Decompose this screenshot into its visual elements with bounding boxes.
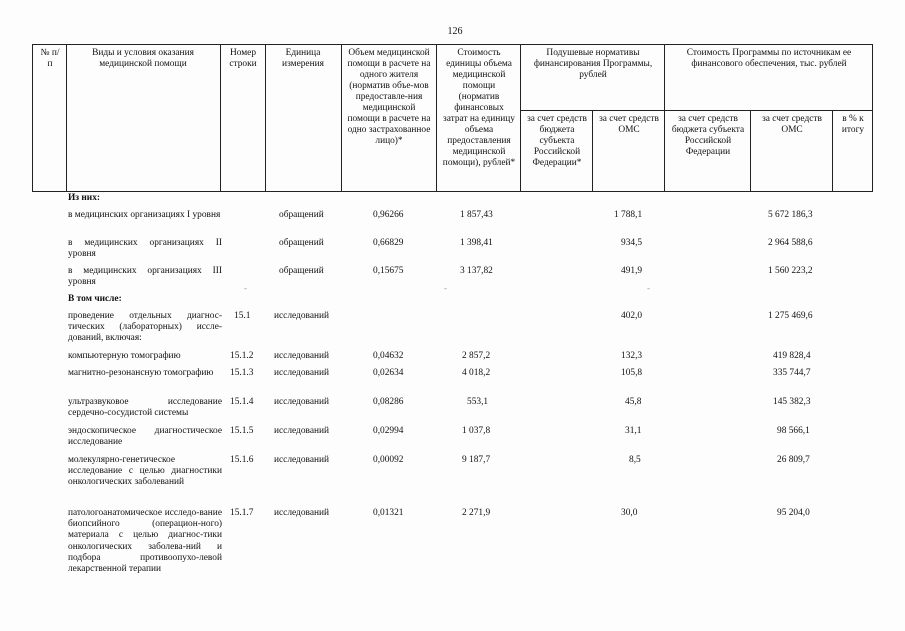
table-row-volume: 0,01321	[373, 508, 404, 518]
table-row-cost: 9 187,7	[462, 455, 491, 465]
table-row-oms: 8,5	[629, 455, 641, 465]
table-row-cost: 553,1	[467, 397, 489, 407]
table-row-unit: исследований	[274, 397, 330, 407]
table-row-prog-oms: 2 964 588,6	[768, 238, 813, 248]
table-row-cost: 2 857,2	[462, 351, 491, 361]
table-row-oms: 1 788,1	[614, 210, 643, 220]
table-row-volume: 0,02994	[373, 426, 404, 436]
table-row-desc: эндоскопическое диагностическое исследование	[68, 426, 222, 448]
table-row-unit: обращений	[279, 238, 324, 248]
header-percapita-budget: за счет средств бюджета субъекта Российской Федерации*	[527, 114, 587, 168]
table-row-unit: исследований	[274, 351, 330, 361]
table-row-prog-oms: 419 828,4	[773, 351, 811, 361]
table-row-volume: 0,04632	[373, 351, 404, 361]
table-row-oms: 491,9	[621, 266, 643, 276]
table-row-cost: 1 398,41	[460, 238, 493, 248]
table-row-oms: 30,0	[621, 508, 638, 518]
table-row-oms: 31,1	[625, 426, 642, 436]
table-row-desc: компьютерную томографию	[68, 351, 181, 361]
table-row-oms: 402,0	[621, 311, 643, 321]
header-unit: Единица измерения	[282, 48, 324, 69]
table-row-desc: в медицинских организациях I уровня	[68, 210, 221, 220]
table-row-desc: проведение отдельных диагнос-тических (лабораторных) иссле-дований, включая:	[68, 311, 222, 344]
table-row-desc: Из них:	[68, 193, 101, 203]
table-row-unit: исследований	[274, 368, 330, 378]
table-row-prog-oms: 145 382,3	[773, 397, 811, 407]
table-row-cost: 1 037,8	[462, 426, 491, 436]
header-num: № п/п	[40, 48, 60, 69]
table-row-prog-oms: 26 809,7	[777, 455, 810, 465]
table-row-oms: 934,5	[621, 238, 643, 248]
table-row-number: 15.1.6	[230, 455, 254, 465]
header-types: Виды и условия оказания медицинской помощи	[92, 48, 194, 69]
table-row-volume: 0,15675	[373, 266, 404, 276]
page-number: 126	[447, 26, 463, 37]
header-program-oms: за счет средств ОМС	[762, 114, 822, 135]
table-row-number: 15.1.4	[230, 397, 254, 407]
table-row-unit: исследований	[274, 426, 330, 436]
table-row-desc: молекулярно-генетическое исследование с целью диагностики онкологических заболеваний	[68, 455, 222, 488]
header-program-budget: за счет средств бюджета субъекта Российской Федерации	[671, 114, 745, 157]
table-row-number: 15.1	[234, 311, 251, 321]
header-program-group: Стоимость Программы по источникам ее финансового обеспечения, тыс. рублей	[686, 48, 852, 69]
table-row-unit: обращений	[279, 210, 324, 220]
scan-mark: -	[444, 283, 447, 293]
table-row-cost: 3 137,82	[460, 266, 493, 276]
table-row-cost: 4 018,2	[462, 368, 491, 378]
header-percapita-oms: за счет средств ОМС	[599, 114, 659, 135]
table-row-cost: 2 271,9	[462, 508, 491, 518]
table-row-unit: исследований	[274, 455, 330, 465]
table-row-volume: 0,08286	[373, 397, 404, 407]
table-row-oms: 105,8	[621, 368, 643, 378]
header-volume: Объем медицинской помощи в расчете на одного жителя (норматив объе-мов предоставле-ния медицинской помощи в расчете на одно застрахованное лицо)*	[347, 48, 431, 146]
table-row-unit: исследований	[274, 508, 330, 518]
table-row-number: 15.1.7	[230, 508, 254, 518]
table-row-oms: 132,3	[621, 351, 643, 361]
scan-mark: -	[647, 283, 650, 293]
table-row-number: 15.1.5	[230, 426, 254, 436]
table-row-cost: 1 857,43	[460, 210, 493, 220]
header-program-pct: в % к итогу	[841, 114, 865, 135]
scan-mark: -	[244, 283, 247, 293]
table-row-prog-oms: 95 204,0	[777, 508, 810, 518]
table-row-prog-oms: 1 275 469,6	[768, 311, 813, 321]
table-row-desc: В том числе:	[68, 294, 122, 304]
table-row-volume: 0,96266	[373, 210, 404, 220]
table-row-prog-oms: 1 560 223,2	[768, 266, 813, 276]
table-row-desc: ультразвуковое исследование сердечно-сосудистой системы	[68, 397, 222, 419]
table-row-number: 15.1.3	[230, 368, 254, 378]
table-row-prog-oms: 335 744,7	[773, 368, 811, 378]
table-row-prog-oms: 5 672 186,3	[768, 210, 813, 220]
table-row-prog-oms: 98 566,1	[777, 426, 810, 436]
table-row-desc: в медицинских организациях III уровня	[68, 266, 222, 288]
header-cost: Стоимость единицы объема медицинской помощи (норматив финансовых затрат на единицу объема предоставления медицинской помощи), рублей*	[442, 48, 516, 168]
table-row-desc: патологоанатомическое исследо-вание биопсийного (операцион-ного) материала с целью диагнос-тики онкологических заболева-ний и подбора противоопухо-левой лекарственной терапии	[68, 508, 222, 575]
table-row-volume: 0,66829	[373, 238, 404, 248]
header-percapita-group: Подушевые нормативы финансирования Программы, рублей	[533, 48, 653, 80]
table-row-desc: магнитно-резонансную томографию	[68, 368, 214, 378]
header-row: Номер строки	[229, 48, 257, 69]
table-row-unit: исследований	[274, 311, 330, 321]
table-row-unit: обращений	[279, 266, 324, 276]
table-row-oms: 45,8	[625, 397, 642, 407]
table-row-desc: в медицинских организациях II уровня	[68, 238, 222, 260]
table-row-volume: 0,02634	[373, 368, 404, 378]
table-row-number: 15.1.2	[230, 351, 254, 361]
table-row-volume: 0,00092	[373, 455, 404, 465]
